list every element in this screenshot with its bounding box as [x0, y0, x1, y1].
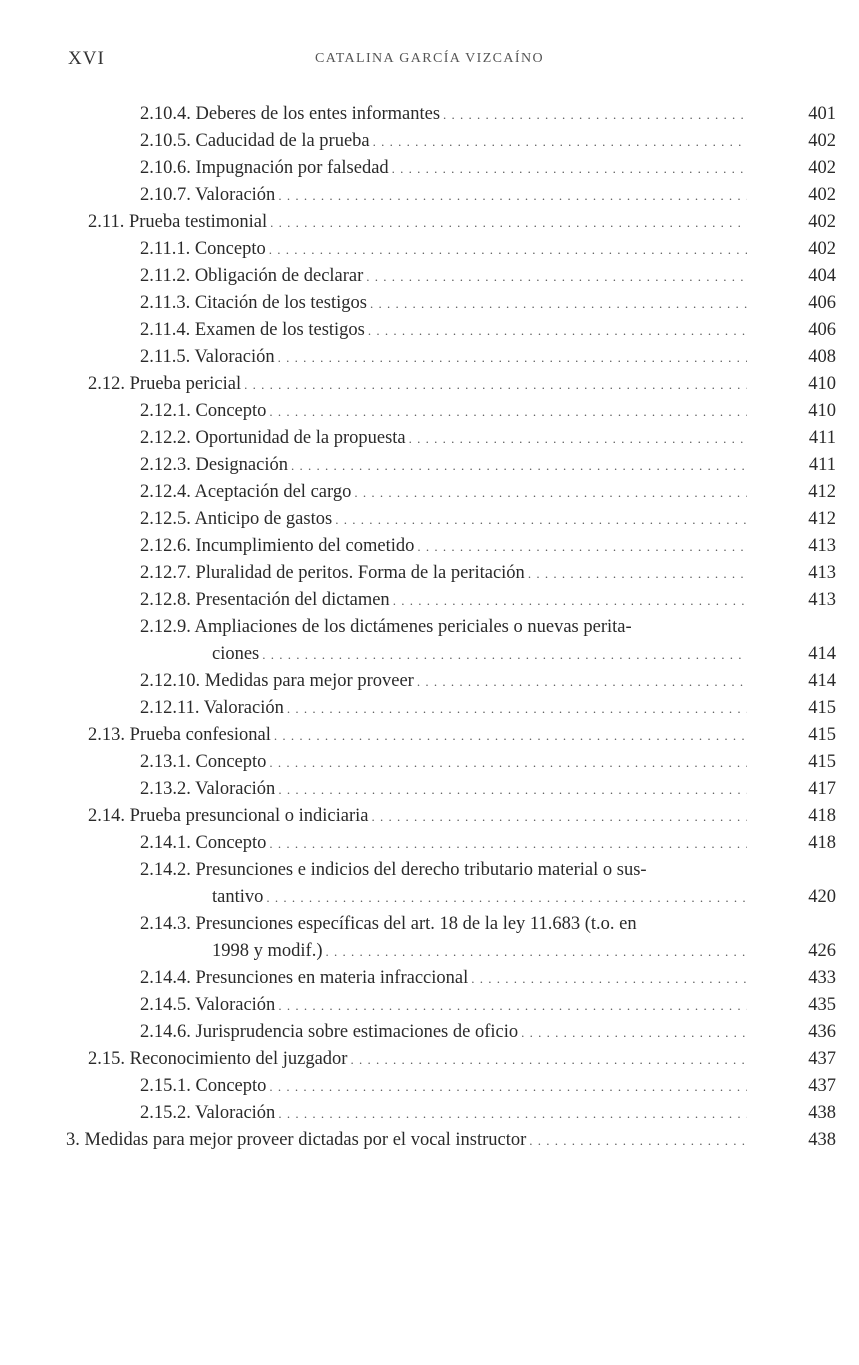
toc-entry-label: 2.15. Reconocimiento del juzgador — [88, 1049, 348, 1069]
toc-entry-page: 410 — [808, 374, 836, 394]
dot-leader — [529, 1127, 747, 1154]
dot-leader — [373, 128, 747, 155]
dot-leader — [269, 1073, 747, 1100]
dot-leader — [471, 965, 747, 992]
toc-entry — [0, 776, 859, 803]
toc-entry-label-continued: ciones — [212, 644, 260, 664]
toc-entry — [0, 668, 859, 695]
dot-leader — [368, 317, 747, 344]
toc-entry — [0, 803, 859, 830]
toc-entry — [0, 290, 859, 317]
toc-entry-page: 417 — [808, 779, 836, 799]
toc-entry-page: 402 — [808, 131, 836, 151]
toc-entry — [0, 1100, 859, 1127]
toc-entry-page: 438 — [808, 1130, 836, 1150]
dot-leader — [269, 830, 747, 857]
dot-leader — [392, 155, 747, 182]
toc-entry-page: 406 — [808, 320, 836, 340]
dot-leader — [269, 398, 747, 425]
toc-entry-label: 2.14.4. Presunciones en materia infraccional — [140, 968, 469, 988]
toc-entry — [0, 155, 859, 182]
toc-entry — [0, 1073, 859, 1100]
dot-leader — [409, 425, 747, 452]
toc-entry — [0, 533, 859, 560]
toc-entry-label: 2.12.10. Medidas para mejor proveer — [140, 671, 414, 691]
toc-entry — [0, 344, 859, 371]
toc-entry — [0, 1046, 859, 1073]
toc-entry-label: 2.12.9. Ampliaciones de los dictámenes periciales o nuevas perita- — [140, 617, 632, 637]
toc-entry — [0, 236, 859, 263]
toc-entry-page: 408 — [808, 347, 836, 367]
toc-entry — [0, 263, 859, 290]
dot-leader — [278, 992, 747, 1019]
toc-entry — [0, 1127, 859, 1154]
toc-entry-label: 2.12.11. Valoración — [140, 698, 284, 718]
dot-leader — [266, 884, 747, 911]
dot-leader — [417, 533, 747, 560]
dot-leader — [244, 371, 747, 398]
toc-entry-page: 414 — [808, 671, 836, 691]
toc-entry — [0, 209, 859, 236]
toc-entry-label: 2.14.2. Presunciones e indicios del derecho tributario material o sus- — [140, 860, 647, 880]
toc-entry — [0, 479, 859, 506]
toc-entry — [0, 857, 859, 911]
toc-entry-page: 401 — [808, 104, 836, 124]
dot-leader — [372, 803, 748, 830]
toc-entry — [0, 587, 859, 614]
toc-entry-page: 402 — [808, 158, 836, 178]
dot-leader — [417, 668, 747, 695]
dot-leader — [278, 344, 747, 371]
dot-leader — [521, 1019, 747, 1046]
toc-entry-page: 413 — [808, 536, 836, 556]
toc-entry-page: 412 — [808, 482, 836, 502]
toc-entry-label: 2.10.4. Deberes de los entes informantes — [140, 104, 441, 124]
toc-entry — [0, 1019, 859, 1046]
dot-leader — [350, 1046, 747, 1073]
toc-entry — [0, 182, 859, 209]
dot-leader — [269, 236, 747, 263]
toc-entry-page: 411 — [808, 455, 836, 475]
toc-entry-page: 402 — [808, 185, 836, 205]
toc-entry-label: 2.14.1. Concepto — [140, 833, 267, 853]
toc-entry-label: 2.14.3. Presunciones específicas del art. 18 de la ley 11.683 (t.o. en — [140, 914, 637, 934]
toc-entry-label: 2.10.7. Valoración — [140, 185, 276, 205]
dot-leader — [443, 101, 747, 128]
dot-leader — [325, 938, 747, 965]
toc-entry — [0, 830, 859, 857]
toc-entry — [0, 695, 859, 722]
toc-entry-page: 412 — [808, 509, 836, 529]
toc-entry-label: 2.15.1. Concepto — [140, 1076, 267, 1096]
toc-entry — [0, 722, 859, 749]
toc-entry — [0, 992, 859, 1019]
toc-entry — [0, 911, 859, 965]
toc-entry — [0, 425, 859, 452]
dot-leader — [393, 587, 747, 614]
toc-entry-label: 2.12.7. Pluralidad de peritos. Forma de la peritación — [140, 563, 525, 583]
dot-leader — [274, 722, 747, 749]
dot-leader — [270, 209, 747, 236]
toc-entry — [0, 398, 859, 425]
page-number: XVI — [68, 48, 105, 69]
toc-entry-label: 2.12. Prueba pericial — [88, 374, 242, 394]
toc-entry-page: 402 — [808, 239, 836, 259]
toc-entry — [0, 506, 859, 533]
toc-entry-page: 411 — [808, 428, 836, 448]
toc-entry-label: 2.12.1. Concepto — [140, 401, 267, 421]
toc-entry — [0, 452, 859, 479]
toc-entry — [0, 749, 859, 776]
toc-entry-label: 2.14.5. Valoración — [140, 995, 276, 1015]
dot-leader — [278, 182, 747, 209]
dot-leader — [269, 749, 747, 776]
toc-entry — [0, 371, 859, 398]
dot-leader — [370, 290, 747, 317]
toc-entry-label: 2.11.4. Examen de los testigos — [140, 320, 365, 340]
toc-entry — [0, 614, 859, 668]
toc-entry-label: 2.12.2. Oportunidad de la propuesta — [140, 428, 406, 448]
toc-entry-label: 2.12.6. Incumplimiento del cometido — [140, 536, 415, 556]
toc-entry-label: 2.11.3. Citación de los testigos — [140, 293, 367, 313]
toc-entry-label: 2.13. Prueba confesional — [88, 725, 271, 745]
dot-leader — [278, 776, 747, 803]
dot-leader — [354, 479, 747, 506]
dot-leader — [262, 641, 747, 668]
toc-entry-page: 413 — [808, 563, 836, 583]
toc-entry-label-continued: 1998 y modif.) — [212, 941, 323, 961]
toc-entry-page: 435 — [808, 995, 836, 1015]
toc-entry-page: 437 — [808, 1076, 836, 1096]
toc-entry-label: 2.12.4. Aceptación del cargo — [140, 482, 352, 502]
toc-entry-label: 2.10.5. Caducidad de la prueba — [140, 131, 370, 151]
toc-entry-label: 2.11. Prueba testimonial — [88, 212, 268, 232]
toc-entry-page: 420 — [808, 887, 836, 907]
toc-entry-label: 2.11.2. Obligación de declarar — [140, 266, 364, 286]
toc-entry-label: 2.11.1. Concepto — [140, 239, 266, 259]
toc-entry-label: 2.14. Prueba presuncional o indiciaria — [88, 806, 369, 826]
toc-entry-page: 402 — [808, 212, 836, 232]
toc-entry-page: 415 — [808, 698, 836, 718]
toc-entry-page: 426 — [808, 941, 836, 961]
toc-entry-page: 418 — [808, 806, 836, 826]
toc-entry-page: 406 — [808, 293, 836, 313]
toc-entry-label: 2.12.3. Designación — [140, 455, 288, 475]
toc-entry-page: 415 — [808, 752, 836, 772]
toc-entry-page: 433 — [808, 968, 836, 988]
toc-entry-page: 404 — [808, 266, 836, 286]
toc-entry — [0, 128, 859, 155]
toc-entry — [0, 965, 859, 992]
toc-entry-page: 410 — [808, 401, 836, 421]
toc-entry — [0, 101, 859, 128]
toc-entry-label: 2.14.6. Jurisprudencia sobre estimaciones de oficio — [140, 1022, 519, 1042]
toc-entry-label: 2.12.5. Anticipo de gastos — [140, 509, 333, 529]
toc-entry-label: 3. Medidas para mejor proveer dictadas por el vocal instructor — [66, 1130, 527, 1150]
toc-entry-label-continued: tantivo — [212, 887, 264, 907]
toc-entry-page: 418 — [808, 833, 836, 853]
toc-entry-page: 413 — [808, 590, 836, 610]
dot-leader — [287, 695, 747, 722]
dot-leader — [291, 452, 747, 479]
toc-entry-page: 437 — [808, 1049, 836, 1069]
toc-entry-label: 2.10.6. Impugnación por falsedad — [140, 158, 389, 178]
dot-leader — [366, 263, 747, 290]
page-header — [0, 42, 859, 76]
toc-entry-page: 415 — [808, 725, 836, 745]
running-title: CATALINA GARCÍA VIZCAÍNO — [315, 51, 544, 66]
toc-entry-label: 2.13.1. Concepto — [140, 752, 267, 772]
toc-entry-page: 438 — [808, 1103, 836, 1123]
dot-leader — [335, 506, 747, 533]
dot-leader — [278, 1100, 747, 1127]
dot-leader — [528, 560, 747, 587]
table-of-contents — [0, 101, 859, 1154]
toc-entry-label: 2.15.2. Valoración — [140, 1103, 276, 1123]
toc-entry-label: 2.13.2. Valoración — [140, 779, 276, 799]
toc-entry-page: 414 — [808, 644, 836, 664]
toc-entry-label: 2.11.5. Valoración — [140, 347, 275, 367]
toc-entry-label: 2.12.8. Presentación del dictamen — [140, 590, 390, 610]
toc-entry — [0, 560, 859, 587]
toc-entry-page: 436 — [808, 1022, 836, 1042]
toc-entry — [0, 317, 859, 344]
